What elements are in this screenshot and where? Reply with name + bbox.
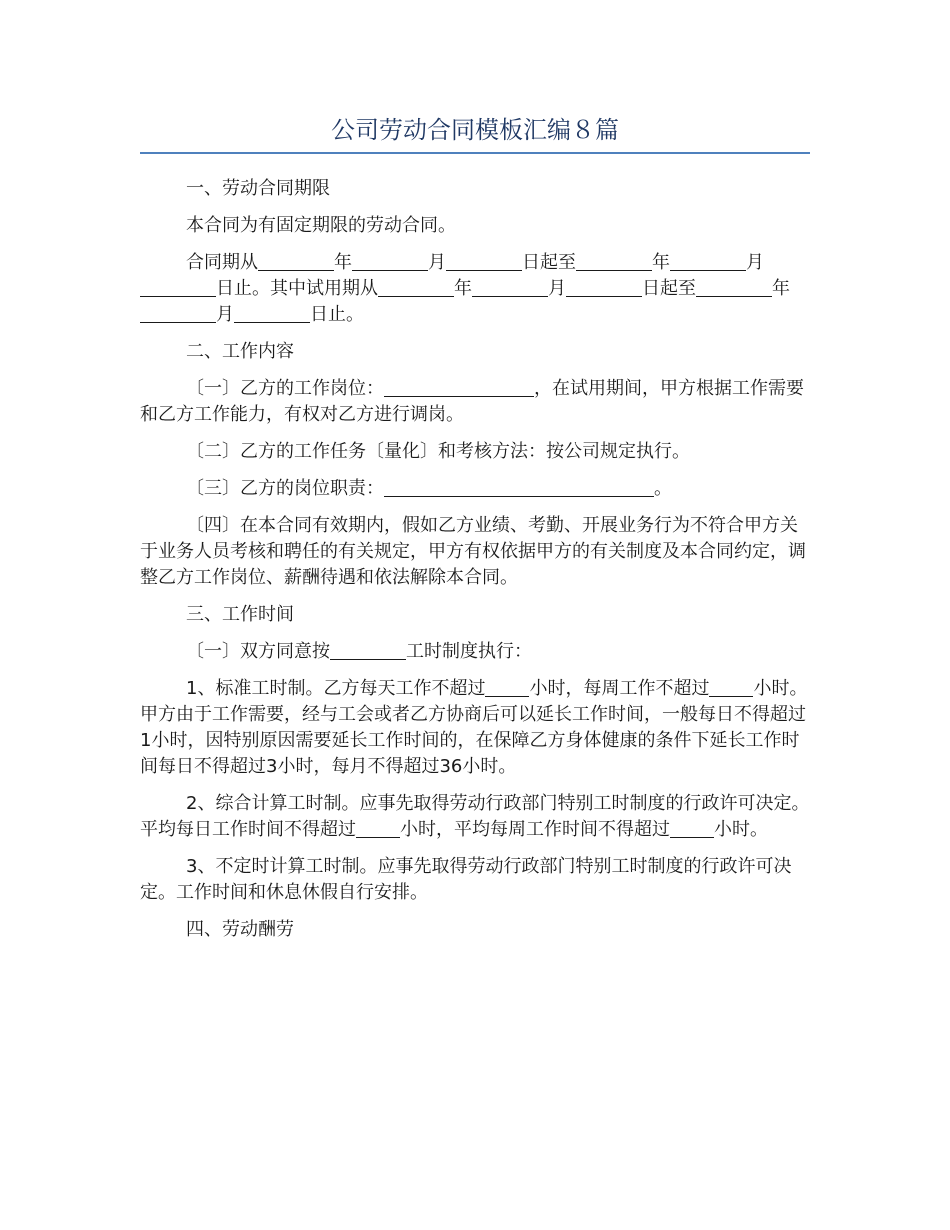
section-heading: 四、劳动酬劳 [186,919,294,940]
blank-field[interactable] [356,817,400,838]
blank-field[interactable] [384,376,534,397]
paragraph: 〔四〕在本合同有效期内，假如乙方业绩、考勤、开展业务行为不符合甲方关于业务人员考核和聘任的有关规定，甲方有权依据甲方的有关制度及本合同约定，调整乙方工作岗位、薪酬待遇和依法解除本合同。 [140,515,806,588]
item-number: 2 [186,793,198,814]
text: 月 [548,278,566,299]
blank-field[interactable] [670,250,746,271]
blank-field[interactable] [709,676,753,697]
paragraph-standard-hours [140,676,810,780]
blank-field[interactable] [670,817,714,838]
text: 日起至 [642,278,696,299]
text: 小时。 [714,819,768,840]
text: 日止。 [310,304,364,325]
text: 、不定时计算工时制。应事先取得劳动行政部门特别工时制度的行政许可决定。工作时间和休息休假自行安排。 [140,856,792,903]
text: 小时，平均每周工作时间不得超过 [400,819,670,840]
text: 月 [216,304,234,325]
paragraph-flexible-hours [140,854,810,906]
number: 1 [140,730,152,751]
text: 月 [428,252,446,273]
section-heading: 三、工作时间 [186,604,294,625]
blank-field[interactable] [566,276,642,297]
text: 、综合计算工时制。应事先取得劳动行政部门特别工时制度的行政许可决定。平均每日工作时间不得超过 [140,793,810,840]
title-underline [140,152,810,154]
text: 〔三〕乙方的岗位职责： [186,478,384,499]
text: 小时，每周工作不超过 [529,678,710,699]
text: 年 [652,252,670,273]
paragraph-work-hours-system [140,639,810,665]
blank-field[interactable] [485,676,529,697]
blank-field[interactable] [140,302,216,323]
number: 3 [266,756,278,777]
number: 36 [439,756,463,777]
document-title: 公司劳动合同模板汇编８篇 [331,116,619,144]
paragraph: 本合同为有固定期限的劳动合同。 [186,215,456,236]
blank-field[interactable] [696,276,772,297]
paragraph: 〔二〕乙方的工作任务〔量化〕和考核方法：按公司规定执行。 [186,441,690,462]
item-number: 1 [186,678,198,699]
text: 〔一〕乙方的工作岗位： [186,378,384,399]
text: 日起至 [522,252,576,273]
text: 、标准工时制。乙方每天工作不超过 [197,678,486,699]
blank-field[interactable] [576,250,652,271]
text: 日止。 [216,278,270,299]
section-heading: 二、工作内容 [186,341,294,362]
blank-field[interactable] [330,639,406,660]
text: 其中试用期从 [270,278,378,299]
text: 小时，因特别原因需要延长工作时间的，在保障乙方身体健康的条件下延长工作时间每日不得超过 [140,730,800,777]
blank-field[interactable] [258,250,334,271]
blank-field[interactable] [472,276,548,297]
paragraph-job-duties [140,476,810,502]
text: 合同期从 [186,252,258,273]
text: 年 [772,278,790,299]
item-number: 3 [186,856,198,877]
text: 年 [334,252,352,273]
paragraph-job-position [140,376,810,428]
text: 小时。 [462,756,517,777]
text: 工时制度执行： [406,641,532,662]
blank-field[interactable] [352,250,428,271]
document-body [140,176,810,954]
paragraph-contract-period [140,250,810,328]
text: 〔一〕双方同意按 [186,641,330,662]
text: 小时。甲方由于工作需要，经与工会或者乙方协商后可以延长工作时间，一般每日不得超过 [140,678,808,725]
blank-field[interactable] [378,276,454,297]
text: 。 [654,478,672,499]
text: 年 [454,278,472,299]
text: 月 [746,252,764,273]
text: ，在试用期间，甲方根据工作需要和乙方工作能力，有权对乙方进行调岗。 [140,378,804,425]
blank-field[interactable] [234,302,310,323]
blank-field[interactable] [446,250,522,271]
text: 小时，每月不得超过 [277,756,440,777]
blank-field[interactable] [140,276,216,297]
paragraph-comprehensive-hours [140,791,810,843]
section-heading: 一、劳动合同期限 [186,178,330,199]
blank-field[interactable] [384,476,654,497]
